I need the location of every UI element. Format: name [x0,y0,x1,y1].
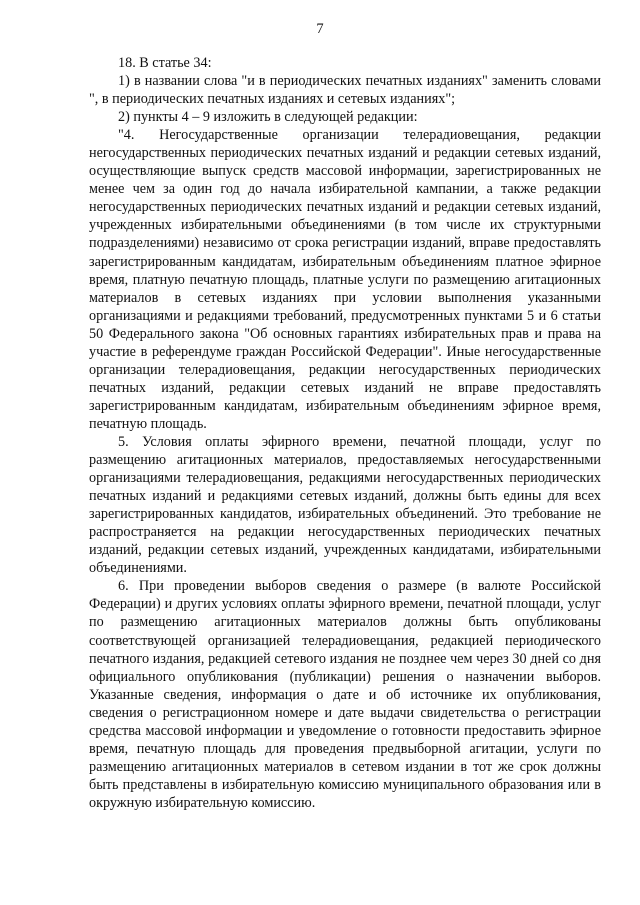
paragraph-point-4: "4. Негосударственные организации телерадиовещания, редакции негосударственных периодических печатных изданий и редакции сетевых изданий, осуществляющие выпуск средств массовой информации, зарегистрированных не менее чем за один год до начала избирательной кампании, а также редакции негосударственных периодических печатных изданий и редакции сетевых изданий, учрежденных избирательными объединениями (в том числе их структурными подразделениями) независимо от срока регистрации изданий, вправе предоставлять зарегистрированным кандидатам, избирательным объединениям платное эфирное время, платную печатную площадь, платные услуги по размещению агитационных материалов в сетевых изданиях при условии выполнения указанными организациями и редакциями требований, предусмотренных пунктами 5 и 6 статьи 50 Федерального закона "Об основных гарантиях избирательных прав и права на участие в референдуме граждан Российской Федерации". Иные негосударственные организации телерадиовещания, редакции негосударственных периодических печатных изданий, редакции сетевых изданий не вправе предоставлять зарегистрированным кандидатам, избирательным объединениям эфирное время, печатную площадь. [89,127,601,432]
paragraph-item-1: 1) в названии слова "и в периодических печатных изданиях" заменить словами ", в периодических печатных изданиях и сетевых изданиях"; [89,73,601,108]
page-number: 7 [316,21,324,37]
document-body [89,54,601,812]
paragraph-point-5: 5. Условия оплаты эфирного времени, печатной площади, услуг по размещению агитационных материалов, предоставляемых негосударственными организациями телерадиовещания, редакциями негосударственных периодических печатных изданий и редакциями сетевых изданий, должны быть едины для всех зарегистрированных кандидатов, избирательных объединений. Это требование не распространяется на редакции негосударственных периодических печатных изданий, редакции сетевых изданий, учрежденных кандидатами, избирательными объединениями. [89,433,601,577]
paragraph-point-6: 6. При проведении выборов сведения о размере (в валюте Российской Федерации) и других условиях оплаты эфирного времени, печатной площади, услуг по размещению агитационных материалов должны быть опубликованы соответствующей организацией телерадиовещания, редакцией периодического печатного издания, редакцией сетевого издания не позднее чем через 30 дней со дня официального опубликования (публикации) решения о назначении выборов. Указанные сведения, информация о дате и об источнике их опубликования, сведения о регистрационном номере и дате выдачи свидетельства о регистрации средства массовой информации и уведомление о готовности предоставить эфирное время, печатную площадь для проведения предвыборной агитации, услуги по размещению агитационных материалов в сетевом издании в тот же срок должны быть представлены в избирательную комиссию муниципального образования или в окружную избирательную комиссию. [89,578,601,811]
paragraph-article-34-heading: 18. В статье 34: [118,55,212,71]
paragraph-item-2: 2) пункты 4 – 9 изложить в следующей редакции: [118,109,418,126]
